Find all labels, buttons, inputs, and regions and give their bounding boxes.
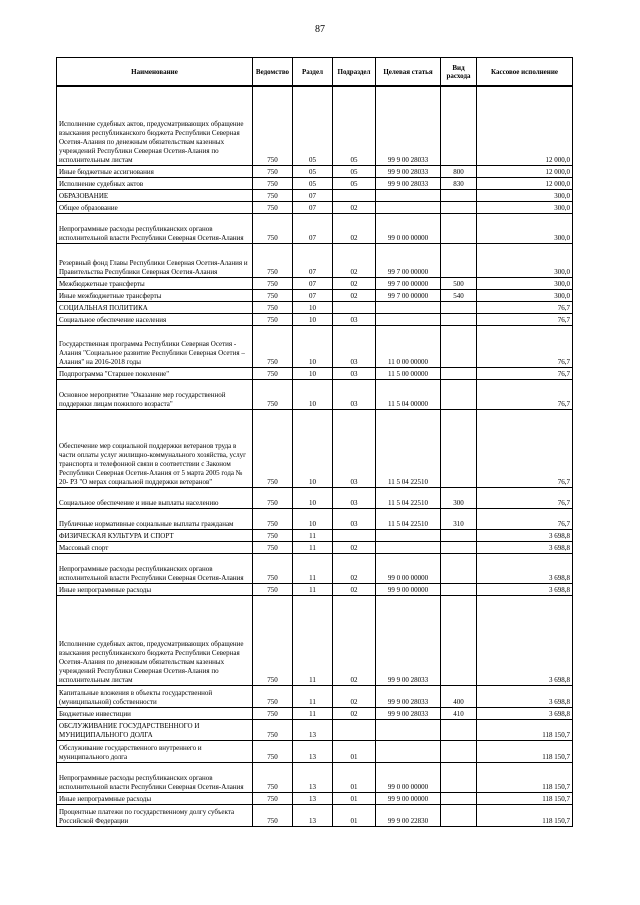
- row-target-article: [376, 201, 441, 213]
- table-row: [57, 213, 573, 243]
- table-row: [57, 201, 573, 213]
- row-section: 10: [293, 301, 333, 313]
- row-subsection: 03: [333, 487, 376, 508]
- row-amount: 3 698,8: [477, 541, 573, 553]
- table-row: [57, 301, 573, 313]
- row-amount: 12 000,0: [477, 165, 573, 177]
- column-header-department: Ведомство: [253, 58, 293, 87]
- row-name: Исполнение судебных актов: [57, 177, 253, 189]
- row-department: 750: [253, 379, 293, 409]
- row-subsection: 03: [333, 508, 376, 529]
- table-row: [57, 740, 573, 762]
- row-section: 07: [293, 289, 333, 301]
- row-subsection: 02: [333, 595, 376, 685]
- row-name: ОБСЛУЖИВАНИЕ ГОСУДАРСТВЕННОГО И МУНИЦИПАЛЬНОГО ДОЛГА: [57, 719, 253, 740]
- row-department: 750: [253, 243, 293, 277]
- row-department: 750: [253, 313, 293, 325]
- row-department: 750: [253, 367, 293, 379]
- table-row: [57, 409, 573, 487]
- row-amount: 118 150,7: [477, 740, 573, 762]
- row-expense-type: 410: [441, 707, 477, 719]
- row-subsection: 01: [333, 762, 376, 792]
- table-row: [57, 804, 573, 826]
- row-name: Обслуживание государственного внутреннего и муниципального долга: [57, 740, 253, 762]
- row-department: 750: [253, 707, 293, 719]
- table-row: [57, 583, 573, 595]
- row-amount: 3 698,8: [477, 707, 573, 719]
- row-department: 750: [253, 301, 293, 313]
- row-subsection: 02: [333, 583, 376, 595]
- row-expense-type: [441, 243, 477, 277]
- row-expense-type: 830: [441, 177, 477, 189]
- row-target-article: 99 9 00 28033: [376, 86, 441, 165]
- row-department: 750: [253, 685, 293, 707]
- row-name: Социальное обеспечение и иные выплаты населению: [57, 487, 253, 508]
- row-section: 11: [293, 553, 333, 583]
- row-expense-type: 400: [441, 685, 477, 707]
- row-expense-type: [441, 719, 477, 740]
- table-row: [57, 367, 573, 379]
- row-target-article: 11 5 04 22510: [376, 409, 441, 487]
- column-header-target-article: Целевая статья: [376, 58, 441, 87]
- table-row: [57, 313, 573, 325]
- row-department: 750: [253, 177, 293, 189]
- row-expense-type: [441, 553, 477, 583]
- row-expense-type: [441, 213, 477, 243]
- table-row: [57, 177, 573, 189]
- row-target-article: 99 9 00 28033: [376, 177, 441, 189]
- row-amount: 12 000,0: [477, 86, 573, 165]
- table-row: [57, 595, 573, 685]
- row-target-article: 99 9 00 00000: [376, 583, 441, 595]
- row-name: Непрограммные расходы республиканских органов исполнительной власти Республики Северная Осетия-Алания: [57, 213, 253, 243]
- row-subsection: 02: [333, 201, 376, 213]
- row-target-article: 99 9 00 28033: [376, 165, 441, 177]
- row-section: 10: [293, 313, 333, 325]
- row-amount: 76,7: [477, 301, 573, 313]
- row-target-article: 99 9 00 00000: [376, 792, 441, 804]
- budget-table: [56, 57, 573, 827]
- row-department: 750: [253, 86, 293, 165]
- row-section: 10: [293, 508, 333, 529]
- table-row: [57, 541, 573, 553]
- row-target-article: [376, 529, 441, 541]
- row-section: 13: [293, 762, 333, 792]
- row-expense-type: [441, 409, 477, 487]
- table-row: [57, 277, 573, 289]
- row-name: Иные непрограммные расходы: [57, 583, 253, 595]
- row-department: 750: [253, 201, 293, 213]
- row-section: 07: [293, 243, 333, 277]
- row-expense-type: [441, 379, 477, 409]
- row-subsection: [333, 301, 376, 313]
- row-amount: 76,7: [477, 409, 573, 487]
- row-amount: 300,0: [477, 277, 573, 289]
- row-target-article: 99 7 00 00000: [376, 243, 441, 277]
- row-amount: 76,7: [477, 367, 573, 379]
- row-department: 750: [253, 165, 293, 177]
- row-section: 13: [293, 719, 333, 740]
- row-target-article: 11 5 04 00000: [376, 379, 441, 409]
- column-header-expense-type: Вид расхода: [441, 58, 477, 87]
- row-expense-type: [441, 529, 477, 541]
- row-section: 13: [293, 740, 333, 762]
- row-target-article: 99 0 00 00000: [376, 213, 441, 243]
- row-name: Общее образование: [57, 201, 253, 213]
- row-subsection: [333, 529, 376, 541]
- row-amount: 76,7: [477, 325, 573, 367]
- row-department: 750: [253, 595, 293, 685]
- row-expense-type: [441, 804, 477, 826]
- row-subsection: 03: [333, 367, 376, 379]
- row-target-article: [376, 719, 441, 740]
- row-amount: 300,0: [477, 243, 573, 277]
- row-subsection: 02: [333, 541, 376, 553]
- row-department: 750: [253, 804, 293, 826]
- row-department: 750: [253, 719, 293, 740]
- table-row: [57, 379, 573, 409]
- row-target-article: [376, 189, 441, 201]
- row-section: 11: [293, 685, 333, 707]
- row-department: 750: [253, 277, 293, 289]
- row-target-article: 11 0 00 00000: [376, 325, 441, 367]
- row-target-article: [376, 301, 441, 313]
- row-department: 750: [253, 189, 293, 201]
- row-section: 07: [293, 277, 333, 289]
- row-name: Исполнение судебных актов, предусматривающих обращение взыскания республиканского бюджета Республики Северная Осетия-Алания по денежным обязательствам казенных учреждений Республики Северная Осетия-Алания по исполнительным листам: [57, 86, 253, 165]
- row-expense-type: 300: [441, 487, 477, 508]
- row-subsection: [333, 719, 376, 740]
- row-department: 750: [253, 792, 293, 804]
- row-amount: 118 150,7: [477, 762, 573, 792]
- row-expense-type: [441, 367, 477, 379]
- row-amount: 12 000,0: [477, 177, 573, 189]
- row-department: 750: [253, 583, 293, 595]
- row-target-article: 99 9 00 28033: [376, 595, 441, 685]
- row-department: 750: [253, 529, 293, 541]
- row-amount: 76,7: [477, 508, 573, 529]
- row-department: 750: [253, 289, 293, 301]
- row-subsection: 02: [333, 707, 376, 719]
- row-department: 750: [253, 541, 293, 553]
- row-subsection: 02: [333, 553, 376, 583]
- table-row: [57, 165, 573, 177]
- row-expense-type: 310: [441, 508, 477, 529]
- table-row: [57, 189, 573, 201]
- row-department: 750: [253, 508, 293, 529]
- row-section: 10: [293, 409, 333, 487]
- row-expense-type: [441, 189, 477, 201]
- row-name: Резервный фонд Главы Республики Северная Осетия-Алания и Правительства Республики Северная Осетия-Алания: [57, 243, 253, 277]
- row-name: Иные непрограммные расходы: [57, 792, 253, 804]
- column-header-name: Наименование: [57, 58, 253, 87]
- row-amount: 3 698,8: [477, 685, 573, 707]
- row-target-article: 11 5 04 22510: [376, 508, 441, 529]
- row-section: 07: [293, 189, 333, 201]
- row-expense-type: [441, 301, 477, 313]
- row-expense-type: [441, 313, 477, 325]
- row-section: 11: [293, 583, 333, 595]
- table-row: [57, 86, 573, 165]
- row-target-article: [376, 740, 441, 762]
- row-section: 07: [293, 201, 333, 213]
- row-amount: 3 698,8: [477, 583, 573, 595]
- row-target-article: [376, 541, 441, 553]
- row-target-article: [376, 313, 441, 325]
- row-name: Межбюджетные трансферты: [57, 277, 253, 289]
- page-number: 87: [315, 24, 325, 35]
- table-row: [57, 529, 573, 541]
- row-name: Публичные нормативные социальные выплаты гражданам: [57, 508, 253, 529]
- row-subsection: 03: [333, 325, 376, 367]
- row-target-article: 99 7 00 00000: [376, 277, 441, 289]
- row-section: 13: [293, 804, 333, 826]
- row-name: Массовый спорт: [57, 541, 253, 553]
- table-row: [57, 685, 573, 707]
- row-department: 750: [253, 213, 293, 243]
- row-expense-type: [441, 792, 477, 804]
- row-department: 750: [253, 487, 293, 508]
- row-name: Бюджетные инвестиции: [57, 707, 253, 719]
- row-target-article: 11 5 00 00000: [376, 367, 441, 379]
- row-expense-type: 540: [441, 289, 477, 301]
- row-section: 05: [293, 177, 333, 189]
- row-amount: 76,7: [477, 313, 573, 325]
- table-row: [57, 792, 573, 804]
- row-target-article: 99 9 00 22830: [376, 804, 441, 826]
- row-subsection: 01: [333, 804, 376, 826]
- row-amount: 76,7: [477, 487, 573, 508]
- table-row: [57, 762, 573, 792]
- table-row: [57, 719, 573, 740]
- row-name: Непрограммные расходы республиканских органов исполнительной власти Республики Северная Осетия-Алания: [57, 762, 253, 792]
- row-amount: 118 150,7: [477, 804, 573, 826]
- row-name: Иные бюджетные ассигнования: [57, 165, 253, 177]
- row-subsection: 02: [333, 277, 376, 289]
- row-subsection: 03: [333, 313, 376, 325]
- row-name: Непрограммные расходы республиканских органов исполнительной власти Республики Северная Осетия-Алания: [57, 553, 253, 583]
- table-row: [57, 553, 573, 583]
- row-name: Процентные платежи по государственному долгу субъекта Российской Федерации: [57, 804, 253, 826]
- row-amount: 3 698,8: [477, 529, 573, 541]
- row-name: Иные межбюджетные трансферты: [57, 289, 253, 301]
- row-subsection: 02: [333, 213, 376, 243]
- row-subsection: 01: [333, 792, 376, 804]
- row-expense-type: [441, 325, 477, 367]
- table-row: [57, 289, 573, 301]
- row-section: 10: [293, 487, 333, 508]
- column-header-subsection: Подраздел: [333, 58, 376, 87]
- column-header-cash-execution: Кассовое исполнение: [477, 58, 573, 87]
- row-section: 13: [293, 792, 333, 804]
- row-subsection: 02: [333, 685, 376, 707]
- row-name: ФИЗИЧЕСКАЯ КУЛЬТУРА И СПОРТ: [57, 529, 253, 541]
- row-department: 750: [253, 740, 293, 762]
- row-section: 05: [293, 86, 333, 165]
- row-expense-type: 500: [441, 277, 477, 289]
- row-name: СОЦИАЛЬНАЯ ПОЛИТИКА: [57, 301, 253, 313]
- row-amount: 118 150,7: [477, 792, 573, 804]
- row-expense-type: [441, 201, 477, 213]
- table-header-row: [57, 58, 573, 87]
- row-name: ОБРАЗОВАНИЕ: [57, 189, 253, 201]
- row-name: Капитальные вложения в объекты государственной (муниципальной) собственности: [57, 685, 253, 707]
- row-section: 11: [293, 529, 333, 541]
- row-subsection: 05: [333, 165, 376, 177]
- row-subsection: 02: [333, 243, 376, 277]
- row-subsection: 02: [333, 289, 376, 301]
- row-amount: 300,0: [477, 213, 573, 243]
- row-section: 11: [293, 707, 333, 719]
- row-expense-type: [441, 583, 477, 595]
- row-amount: 76,7: [477, 379, 573, 409]
- row-section: 05: [293, 165, 333, 177]
- row-subsection: 05: [333, 177, 376, 189]
- row-subsection: [333, 189, 376, 201]
- row-name: Подпрограмма "Старшее поколение": [57, 367, 253, 379]
- row-name: Основное мероприятие "Оказание мер государственной поддержки лицам пожилого возраста": [57, 379, 253, 409]
- row-amount: 300,0: [477, 189, 573, 201]
- row-expense-type: [441, 541, 477, 553]
- row-target-article: 99 9 00 28033: [376, 707, 441, 719]
- row-subsection: 01: [333, 740, 376, 762]
- table-row: [57, 243, 573, 277]
- table-row: [57, 487, 573, 508]
- row-subsection: 05: [333, 86, 376, 165]
- row-amount: 300,0: [477, 289, 573, 301]
- row-name: Социальное обеспечение населения: [57, 313, 253, 325]
- row-section: 11: [293, 541, 333, 553]
- row-department: 750: [253, 553, 293, 583]
- row-name: Обеспечение мер социальной поддержки ветеранов труда в части оплаты услуг жилищно-коммунального хозяйства, услуг транспорта и телефонной связи в соответствии с Законом Республики Северная Осетия-Алания от 5 марта 2005 года № 20- РЗ "О мерах социальной поддержки ветеранов": [57, 409, 253, 487]
- row-section: 10: [293, 367, 333, 379]
- row-section: 10: [293, 379, 333, 409]
- row-expense-type: [441, 740, 477, 762]
- row-amount: 118 150,7: [477, 719, 573, 740]
- row-expense-type: 800: [441, 165, 477, 177]
- row-name: Исполнение судебных актов, предусматривающих обращение взыскания республиканского бюджета Республики Северная Осетия-Алания по денежным обязательствам казенных учреждений Республики Северная Осетия-Алания по исполнительным листам: [57, 595, 253, 685]
- row-target-article: 99 9 00 28033: [376, 685, 441, 707]
- row-department: 750: [253, 762, 293, 792]
- table-row: [57, 325, 573, 367]
- row-department: 750: [253, 325, 293, 367]
- row-target-article: 99 0 00 00000: [376, 762, 441, 792]
- row-section: 11: [293, 595, 333, 685]
- row-subsection: 03: [333, 409, 376, 487]
- row-amount: 300,0: [477, 201, 573, 213]
- row-amount: 3 698,8: [477, 595, 573, 685]
- row-expense-type: [441, 595, 477, 685]
- row-target-article: 99 0 00 00000: [376, 553, 441, 583]
- table-row: [57, 508, 573, 529]
- row-target-article: 99 7 00 00000: [376, 289, 441, 301]
- row-target-article: 11 5 04 22510: [376, 487, 441, 508]
- row-amount: 3 698,8: [477, 553, 573, 583]
- row-section: 10: [293, 325, 333, 367]
- row-expense-type: [441, 86, 477, 165]
- row-name: Государственная программа Республики Северная Осетия - Алания "Социальное развитие Республики Северная Осетия – Алания" на 2016-2018 годы: [57, 325, 253, 367]
- row-subsection: 03: [333, 379, 376, 409]
- row-section: 07: [293, 213, 333, 243]
- row-expense-type: [441, 762, 477, 792]
- column-header-section: Раздел: [293, 58, 333, 87]
- table-row: [57, 707, 573, 719]
- row-department: 750: [253, 409, 293, 487]
